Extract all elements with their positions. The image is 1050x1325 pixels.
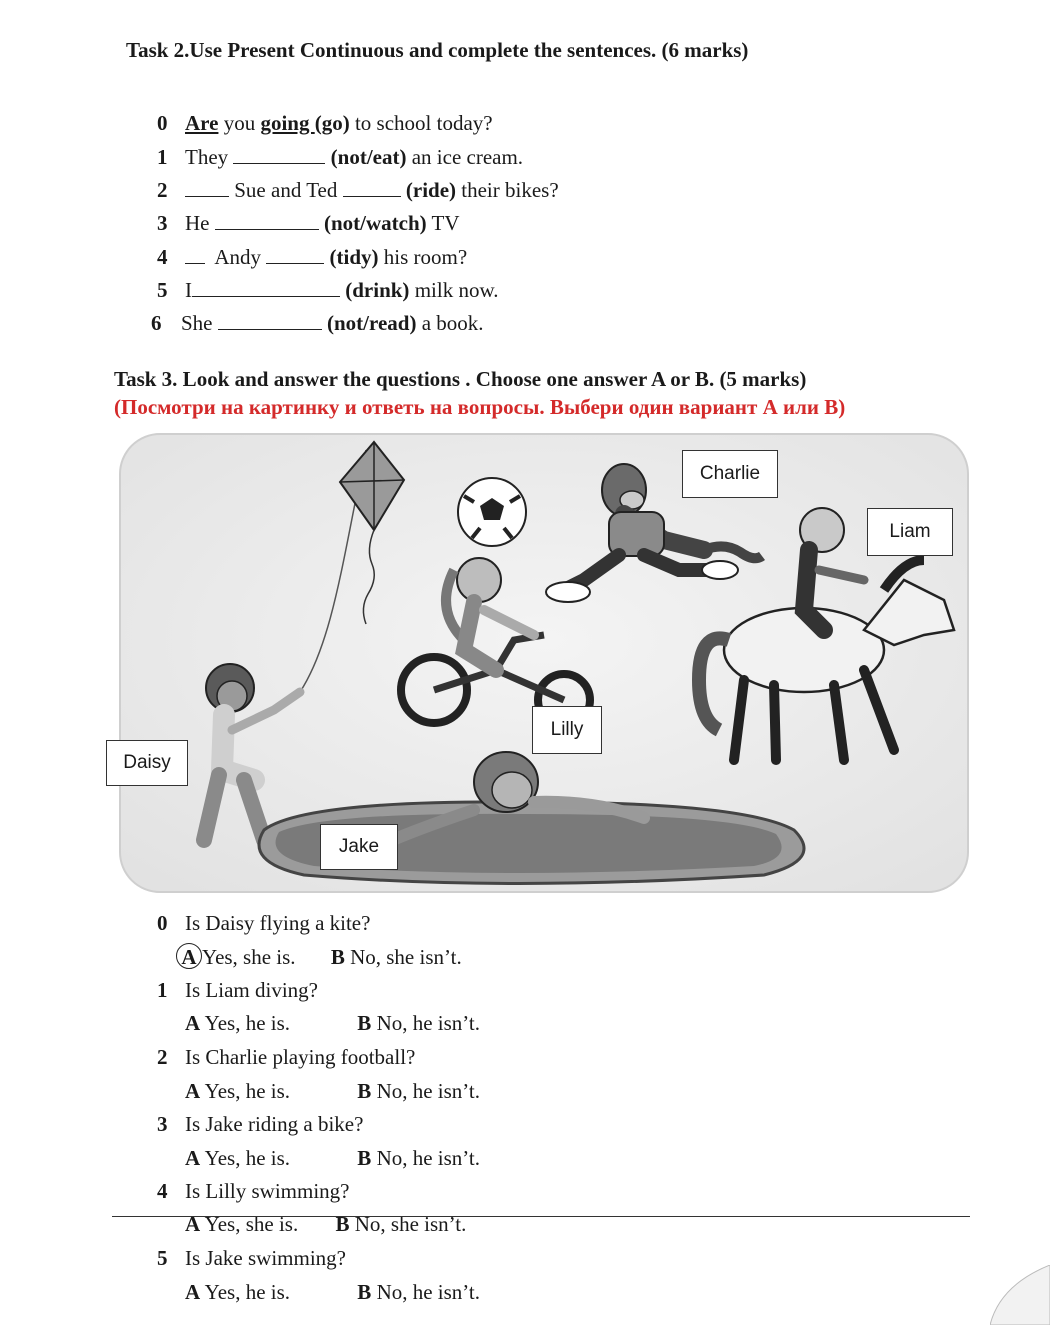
answer-blank[interactable] (233, 148, 325, 164)
task2-item-0: 0 Are you going (go) to school today? (157, 111, 493, 135)
task2-item-5: 5 I (drink) milk now. (157, 278, 499, 302)
task3-title: Task 3. Look and answer the questions . Choose one answer A or B. (5 marks) (114, 367, 807, 391)
answer-blank[interactable] (185, 248, 205, 264)
task2-item-3: 3 He (not/watch) TV (157, 211, 460, 235)
answer-a-option[interactable]: A (185, 1146, 201, 1170)
answer-a-option[interactable]: A (185, 1079, 201, 1103)
label-daisy: Daisy (106, 740, 188, 786)
label-charlie: Charlie (682, 450, 778, 498)
answer-b-option[interactable]: B (357, 1079, 372, 1103)
answer-a-option[interactable]: A (185, 1280, 201, 1304)
task3-question-1: 1 Is Liam diving? (157, 978, 318, 1002)
task3-answers-2: A Yes, he is. B No, he isn’t. (185, 1079, 481, 1103)
task2-item-4: 4 Andy (tidy) his room? (157, 245, 468, 269)
task3-question-2: 2 Is Charlie playing football? (157, 1045, 416, 1069)
answer-b-option[interactable]: B (335, 1212, 350, 1236)
task3-answers-5: A Yes, he is. B No, he isn’t. (185, 1280, 481, 1304)
scene-drawing (104, 430, 974, 900)
page-break-line (112, 1216, 970, 1217)
answer-a-circled[interactable]: A (176, 943, 202, 969)
label-jake: Jake (320, 824, 398, 870)
task3-question-0: 0 Is Daisy flying a kite? (157, 911, 371, 935)
task3-answers-3: A Yes, he is. B No, he isn’t. (185, 1146, 481, 1170)
answer-blank[interactable] (215, 214, 319, 230)
task3-subtitle-russian: (Посмотри на картинку и ответь на вопросы. Выбери один вариант А или В) (114, 395, 846, 419)
answer-a-option[interactable]: A (185, 1212, 201, 1236)
label-liam: Liam (867, 508, 953, 556)
page-curl-icon (990, 1265, 1050, 1325)
task3-question-5: 5 Is Jake swimming? (157, 1246, 346, 1270)
answer-b-option[interactable]: B (357, 1011, 372, 1035)
task2-item-2: 2 Sue and Ted (ride) their bikes? (157, 178, 559, 202)
task3-answers-0: A Yes, she is. B No, she isn’t. (176, 943, 462, 970)
answer-blank[interactable] (343, 181, 401, 197)
task3-answers-4: A Yes, she is. B No, she isn’t. (185, 1212, 467, 1236)
football-icon (458, 478, 526, 546)
answer-blank[interactable] (266, 248, 324, 264)
task2-title: Task 2.Use Present Continuous and complete the sentences. (6 marks) (126, 38, 749, 62)
answer-blank[interactable] (192, 281, 340, 297)
task2-item-1: 1 They (not/eat) an ice cream. (157, 145, 524, 169)
answer-b-option[interactable]: B (357, 1146, 372, 1170)
answer-blank[interactable] (218, 314, 322, 330)
task3-question-3: 3 Is Jake riding a bike? (157, 1112, 364, 1136)
task3-question-4: 4 Is Lilly swimming? (157, 1179, 350, 1203)
answer-blank[interactable] (185, 181, 229, 197)
answer-b-option[interactable]: B (330, 945, 345, 969)
answer-a-option[interactable]: A (185, 1011, 201, 1035)
task3-illustration (104, 430, 974, 900)
task3-answers-1: A Yes, he is. B No, he isn’t. (185, 1011, 481, 1035)
answer-b-option[interactable]: B (357, 1280, 372, 1304)
task2-item-6: 6 She (not/read) a book. (151, 311, 484, 335)
label-lilly: Lilly (532, 706, 602, 754)
